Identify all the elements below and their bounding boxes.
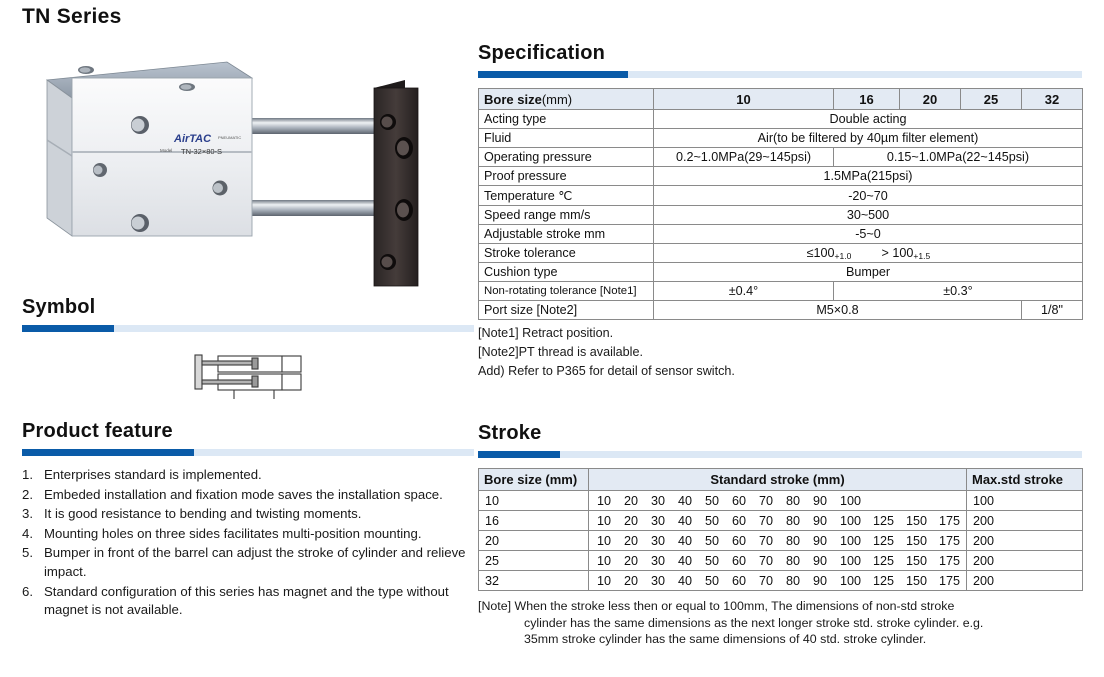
tolerance-le-100-upper: +1.0 bbox=[834, 251, 852, 261]
stroke-value: 30 bbox=[651, 513, 666, 528]
stroke-row-bore: 10 bbox=[479, 491, 589, 511]
stroke-row-values bbox=[589, 571, 967, 591]
stroke-row-values bbox=[589, 551, 967, 571]
stroke-value: 60 bbox=[732, 493, 747, 508]
stroke-value: 50 bbox=[705, 553, 720, 568]
spec-label-stroke-tolerance: Stroke tolerance bbox=[479, 244, 654, 263]
spec-label-non-rotating-tolerance: Non-rotating tolerance [Note1] bbox=[479, 282, 654, 301]
spec-label-adjustable-stroke: Adjustable stroke mm bbox=[479, 225, 654, 244]
spec-label-temperature: Temperature ℃ bbox=[479, 186, 654, 206]
stroke-value: 175 bbox=[939, 533, 961, 548]
spec-label-cushion-type: Cushion type bbox=[479, 263, 654, 282]
stroke-value: 60 bbox=[732, 513, 747, 528]
spec-label-fluid: Fluid bbox=[479, 129, 654, 148]
stroke-row-max: 100 bbox=[967, 491, 1083, 511]
stroke-value: 100 bbox=[840, 513, 862, 528]
spec-value-non-rotating-10: ±0.4° bbox=[654, 282, 834, 301]
specification-heading: Specification bbox=[478, 42, 606, 64]
spec-note-2: [Note2]PT thread is available. bbox=[478, 345, 643, 359]
symbol-accent-bar bbox=[22, 325, 474, 332]
list-item bbox=[22, 525, 474, 544]
stroke-value: 40 bbox=[678, 513, 693, 528]
stroke-note-line-3: 35mm stroke cylinder has the same dimensions of 40 std. stroke cylinder. bbox=[524, 632, 927, 646]
list-item bbox=[22, 466, 474, 485]
feature-number: 2. bbox=[22, 486, 33, 502]
brand-label: AirTAC bbox=[174, 133, 212, 145]
stroke-value: 10 bbox=[597, 553, 612, 568]
stroke-value: 80 bbox=[786, 533, 801, 548]
table-row bbox=[479, 301, 1083, 320]
spec-header-bore bbox=[479, 89, 654, 110]
stroke-value: 50 bbox=[705, 493, 720, 508]
stroke-value: 150 bbox=[906, 553, 928, 568]
stroke-value: 90 bbox=[813, 493, 828, 508]
spec-value-non-rotating-rest: ±0.3° bbox=[834, 282, 1083, 301]
stroke-row-bore: 16 bbox=[479, 511, 589, 531]
spec-value-port-size-32: 1/8" bbox=[1022, 301, 1083, 320]
cylinder-symbol-icon bbox=[189, 349, 307, 401]
table-row bbox=[479, 186, 1083, 206]
stroke-value: 60 bbox=[732, 553, 747, 568]
list-item bbox=[22, 486, 474, 505]
stroke-row-bore: 32 bbox=[479, 571, 589, 591]
brand-subtext: PNEUMATIC bbox=[218, 135, 242, 140]
stroke-row-max: 200 bbox=[967, 511, 1083, 531]
spec-header-bore-unit: (mm) bbox=[541, 91, 573, 107]
table-row bbox=[479, 571, 1083, 591]
stroke-value: 150 bbox=[906, 513, 928, 528]
table-row bbox=[479, 263, 1083, 282]
spec-value-speed-range: 30~500 bbox=[654, 206, 1083, 225]
model-prefix: Model bbox=[160, 148, 173, 153]
spec-header-bore-10: 10 bbox=[654, 89, 834, 110]
specification-table bbox=[478, 88, 1083, 320]
spec-value-operating-pressure-rest: 0.15~1.0MPa(22~145psi) bbox=[834, 148, 1083, 167]
stroke-row-max: 200 bbox=[967, 551, 1083, 571]
stroke-value: 150 bbox=[906, 573, 928, 588]
stroke-value: 40 bbox=[678, 533, 693, 548]
spec-value-operating-pressure-10: 0.2~1.0MPa(29~145psi) bbox=[654, 148, 834, 167]
stroke-row-values bbox=[589, 511, 967, 531]
stroke-value: 10 bbox=[597, 513, 612, 528]
product-photo bbox=[22, 40, 462, 290]
stroke-table bbox=[478, 468, 1083, 591]
stroke-value: 175 bbox=[939, 513, 961, 528]
stroke-row-values bbox=[589, 491, 967, 511]
stroke-header-max: Max.std stroke bbox=[967, 469, 1083, 491]
spec-value-fluid: Air(to be filtered by 40µm filter element) bbox=[654, 129, 1083, 148]
table-header-row bbox=[479, 469, 1083, 491]
stroke-value: 50 bbox=[705, 533, 720, 548]
stroke-value: 100 bbox=[840, 573, 862, 588]
spec-header-bore-32: 32 bbox=[1022, 89, 1083, 110]
stroke-value: 70 bbox=[759, 513, 774, 528]
stroke-value: 125 bbox=[873, 513, 895, 528]
stroke-value: 175 bbox=[939, 553, 961, 568]
stroke-value: 40 bbox=[678, 493, 693, 508]
stroke-value: 90 bbox=[813, 553, 828, 568]
list-item bbox=[22, 583, 474, 620]
feature-text: Mounting holes on three sides facilitates multi-position mounting. bbox=[44, 525, 422, 541]
table-header-row bbox=[479, 89, 1083, 110]
list-item bbox=[22, 544, 474, 581]
stroke-note-line-1: [Note] When the stroke less then or equal to 100mm, The dimensions of non-std stroke bbox=[478, 599, 955, 613]
spec-value-acting-type: Double acting bbox=[654, 110, 1083, 129]
symbol-heading: Symbol bbox=[22, 296, 96, 318]
feature-text: Bumper in front of the barrel can adjust the stroke of cylinder and relieve impact. bbox=[44, 545, 466, 579]
stroke-value: 20 bbox=[624, 493, 639, 508]
stroke-value: 150 bbox=[906, 533, 928, 548]
stroke-value: 80 bbox=[786, 553, 801, 568]
spec-label-port-size: Port size [Note2] bbox=[479, 301, 654, 320]
stroke-row-bore: 20 bbox=[479, 531, 589, 551]
stroke-header-bore: Bore size (mm) bbox=[479, 469, 589, 491]
table-row bbox=[479, 225, 1083, 244]
feature-text: Enterprises standard is implemented. bbox=[44, 467, 262, 482]
feature-text: Standard configuration of this series has magnet and the type without magnet is not available. bbox=[44, 583, 449, 618]
stroke-value: 20 bbox=[624, 573, 639, 588]
table-row bbox=[479, 167, 1083, 186]
table-row bbox=[479, 531, 1083, 551]
spec-header-bore-16: 16 bbox=[834, 89, 900, 110]
stroke-value: 20 bbox=[624, 553, 639, 568]
spec-value-cushion-type: Bumper bbox=[654, 263, 1083, 282]
table-row bbox=[479, 206, 1083, 225]
stroke-value: 80 bbox=[786, 573, 801, 588]
stroke-value: 90 bbox=[813, 513, 828, 528]
list-item bbox=[22, 505, 474, 524]
stroke-value: 10 bbox=[597, 573, 612, 588]
stroke-table-body bbox=[479, 491, 1083, 591]
spec-label-speed-range: Speed range mm/s bbox=[479, 206, 654, 225]
stroke-value: 60 bbox=[732, 573, 747, 588]
stroke-value: 10 bbox=[597, 493, 612, 508]
model-label: TN-32×80-S bbox=[181, 147, 223, 156]
spec-label-proof-pressure: Proof pressure bbox=[479, 167, 654, 186]
stroke-value: 30 bbox=[651, 493, 666, 508]
spec-header-bore-label: Bore size bbox=[484, 91, 542, 107]
stroke-note-line-2: cylinder has the same dimensions as the next longer stroke std. stroke cylinder. e.g. bbox=[524, 615, 984, 630]
stroke-value: 175 bbox=[939, 573, 961, 588]
stroke-value: 100 bbox=[840, 553, 862, 568]
stroke-section bbox=[478, 422, 1082, 648]
stroke-value: 70 bbox=[759, 533, 774, 548]
stroke-row-max: 200 bbox=[967, 531, 1083, 551]
symbol-section bbox=[22, 296, 474, 404]
feature-number: 5. bbox=[22, 545, 33, 561]
table-row bbox=[479, 148, 1083, 167]
stroke-row-max: 200 bbox=[967, 571, 1083, 591]
specification-notes bbox=[478, 325, 1082, 379]
stroke-value: 40 bbox=[678, 573, 693, 588]
table-row bbox=[479, 551, 1083, 571]
specification-accent-bar bbox=[478, 71, 1082, 78]
table-row bbox=[479, 110, 1083, 129]
stroke-value: 125 bbox=[873, 533, 895, 548]
feature-text: It is good resistance to bending and twisting moments. bbox=[44, 506, 362, 522]
product-feature-section bbox=[22, 420, 474, 621]
tolerance-gt-100-base: > 100 bbox=[881, 246, 914, 260]
stroke-value: 20 bbox=[624, 513, 639, 528]
table-row bbox=[479, 511, 1083, 531]
spec-note-1: [Note1] Retract position. bbox=[478, 326, 614, 340]
stroke-value: 20 bbox=[624, 533, 639, 548]
end-plate bbox=[374, 80, 418, 286]
spec-value-port-size-main: M5×0.8 bbox=[654, 301, 1022, 320]
tolerance-gt-100 bbox=[882, 246, 930, 260]
feature-number: 4. bbox=[22, 525, 33, 541]
feature-number: 3. bbox=[22, 506, 33, 522]
stroke-value: 80 bbox=[786, 493, 801, 508]
stroke-header-standard: Standard stroke (mm) bbox=[589, 469, 967, 491]
table-row bbox=[479, 129, 1083, 148]
stroke-value: 80 bbox=[786, 513, 801, 528]
stroke-value: 50 bbox=[705, 573, 720, 588]
body-front-face bbox=[72, 78, 252, 236]
spec-value-stroke-tolerance bbox=[654, 244, 1083, 263]
spec-note-3: Add) Refer to P365 for detail of sensor switch. bbox=[478, 364, 735, 378]
stroke-row-bore: 25 bbox=[479, 551, 589, 571]
stroke-value: 90 bbox=[813, 533, 828, 548]
tolerance-le-100 bbox=[807, 246, 851, 260]
feature-text: Embeded installation and fixation mode saves the installation space. bbox=[44, 486, 443, 502]
stroke-value: 100 bbox=[840, 493, 862, 508]
stroke-value: 70 bbox=[759, 553, 774, 568]
specification-section bbox=[478, 42, 1082, 382]
product-feature-accent-bar bbox=[22, 449, 474, 456]
stroke-value: 125 bbox=[873, 553, 895, 568]
stroke-value: 50 bbox=[705, 513, 720, 528]
spec-value-adjustable-stroke: -5~0 bbox=[654, 225, 1083, 244]
stroke-row-values bbox=[589, 531, 967, 551]
spec-value-proof-pressure: 1.5MPa(215psi) bbox=[654, 167, 1083, 186]
spec-label-acting-type: Acting type bbox=[479, 110, 654, 129]
product-cylinder-illustration bbox=[22, 40, 462, 290]
stroke-value: 125 bbox=[873, 573, 895, 588]
body-side-face bbox=[47, 80, 72, 236]
product-feature-heading: Product feature bbox=[22, 420, 173, 442]
stroke-value: 70 bbox=[759, 493, 774, 508]
spec-label-operating-pressure: Operating pressure bbox=[479, 148, 654, 167]
tolerance-gt-100-upper: +1.5 bbox=[913, 251, 931, 261]
stroke-value: 100 bbox=[840, 533, 862, 548]
stroke-value: 30 bbox=[651, 533, 666, 548]
stroke-value: 30 bbox=[651, 553, 666, 568]
stroke-value: 10 bbox=[597, 533, 612, 548]
tolerance-le-100-base: ≤100 bbox=[806, 246, 835, 260]
stroke-accent-bar bbox=[478, 451, 1082, 458]
stroke-heading: Stroke bbox=[478, 422, 542, 444]
page-title: TN Series bbox=[22, 5, 122, 28]
symbol-diagram-wrap bbox=[22, 332, 474, 404]
stroke-value: 40 bbox=[678, 553, 693, 568]
stroke-value: 70 bbox=[759, 573, 774, 588]
table-row bbox=[479, 491, 1083, 511]
table-row bbox=[479, 244, 1083, 263]
feature-number: 6. bbox=[22, 583, 33, 599]
spec-value-temperature: -20~70 bbox=[654, 186, 1083, 206]
table-row bbox=[479, 282, 1083, 301]
feature-list bbox=[22, 466, 474, 620]
left-column bbox=[22, 0, 474, 618]
spec-header-bore-20: 20 bbox=[900, 89, 961, 110]
stroke-value: 90 bbox=[813, 573, 828, 588]
stroke-notes bbox=[478, 598, 1082, 648]
feature-number: 1. bbox=[22, 467, 33, 482]
spec-header-bore-25: 25 bbox=[961, 89, 1022, 110]
stroke-value: 60 bbox=[732, 533, 747, 548]
stroke-value: 30 bbox=[651, 573, 666, 588]
